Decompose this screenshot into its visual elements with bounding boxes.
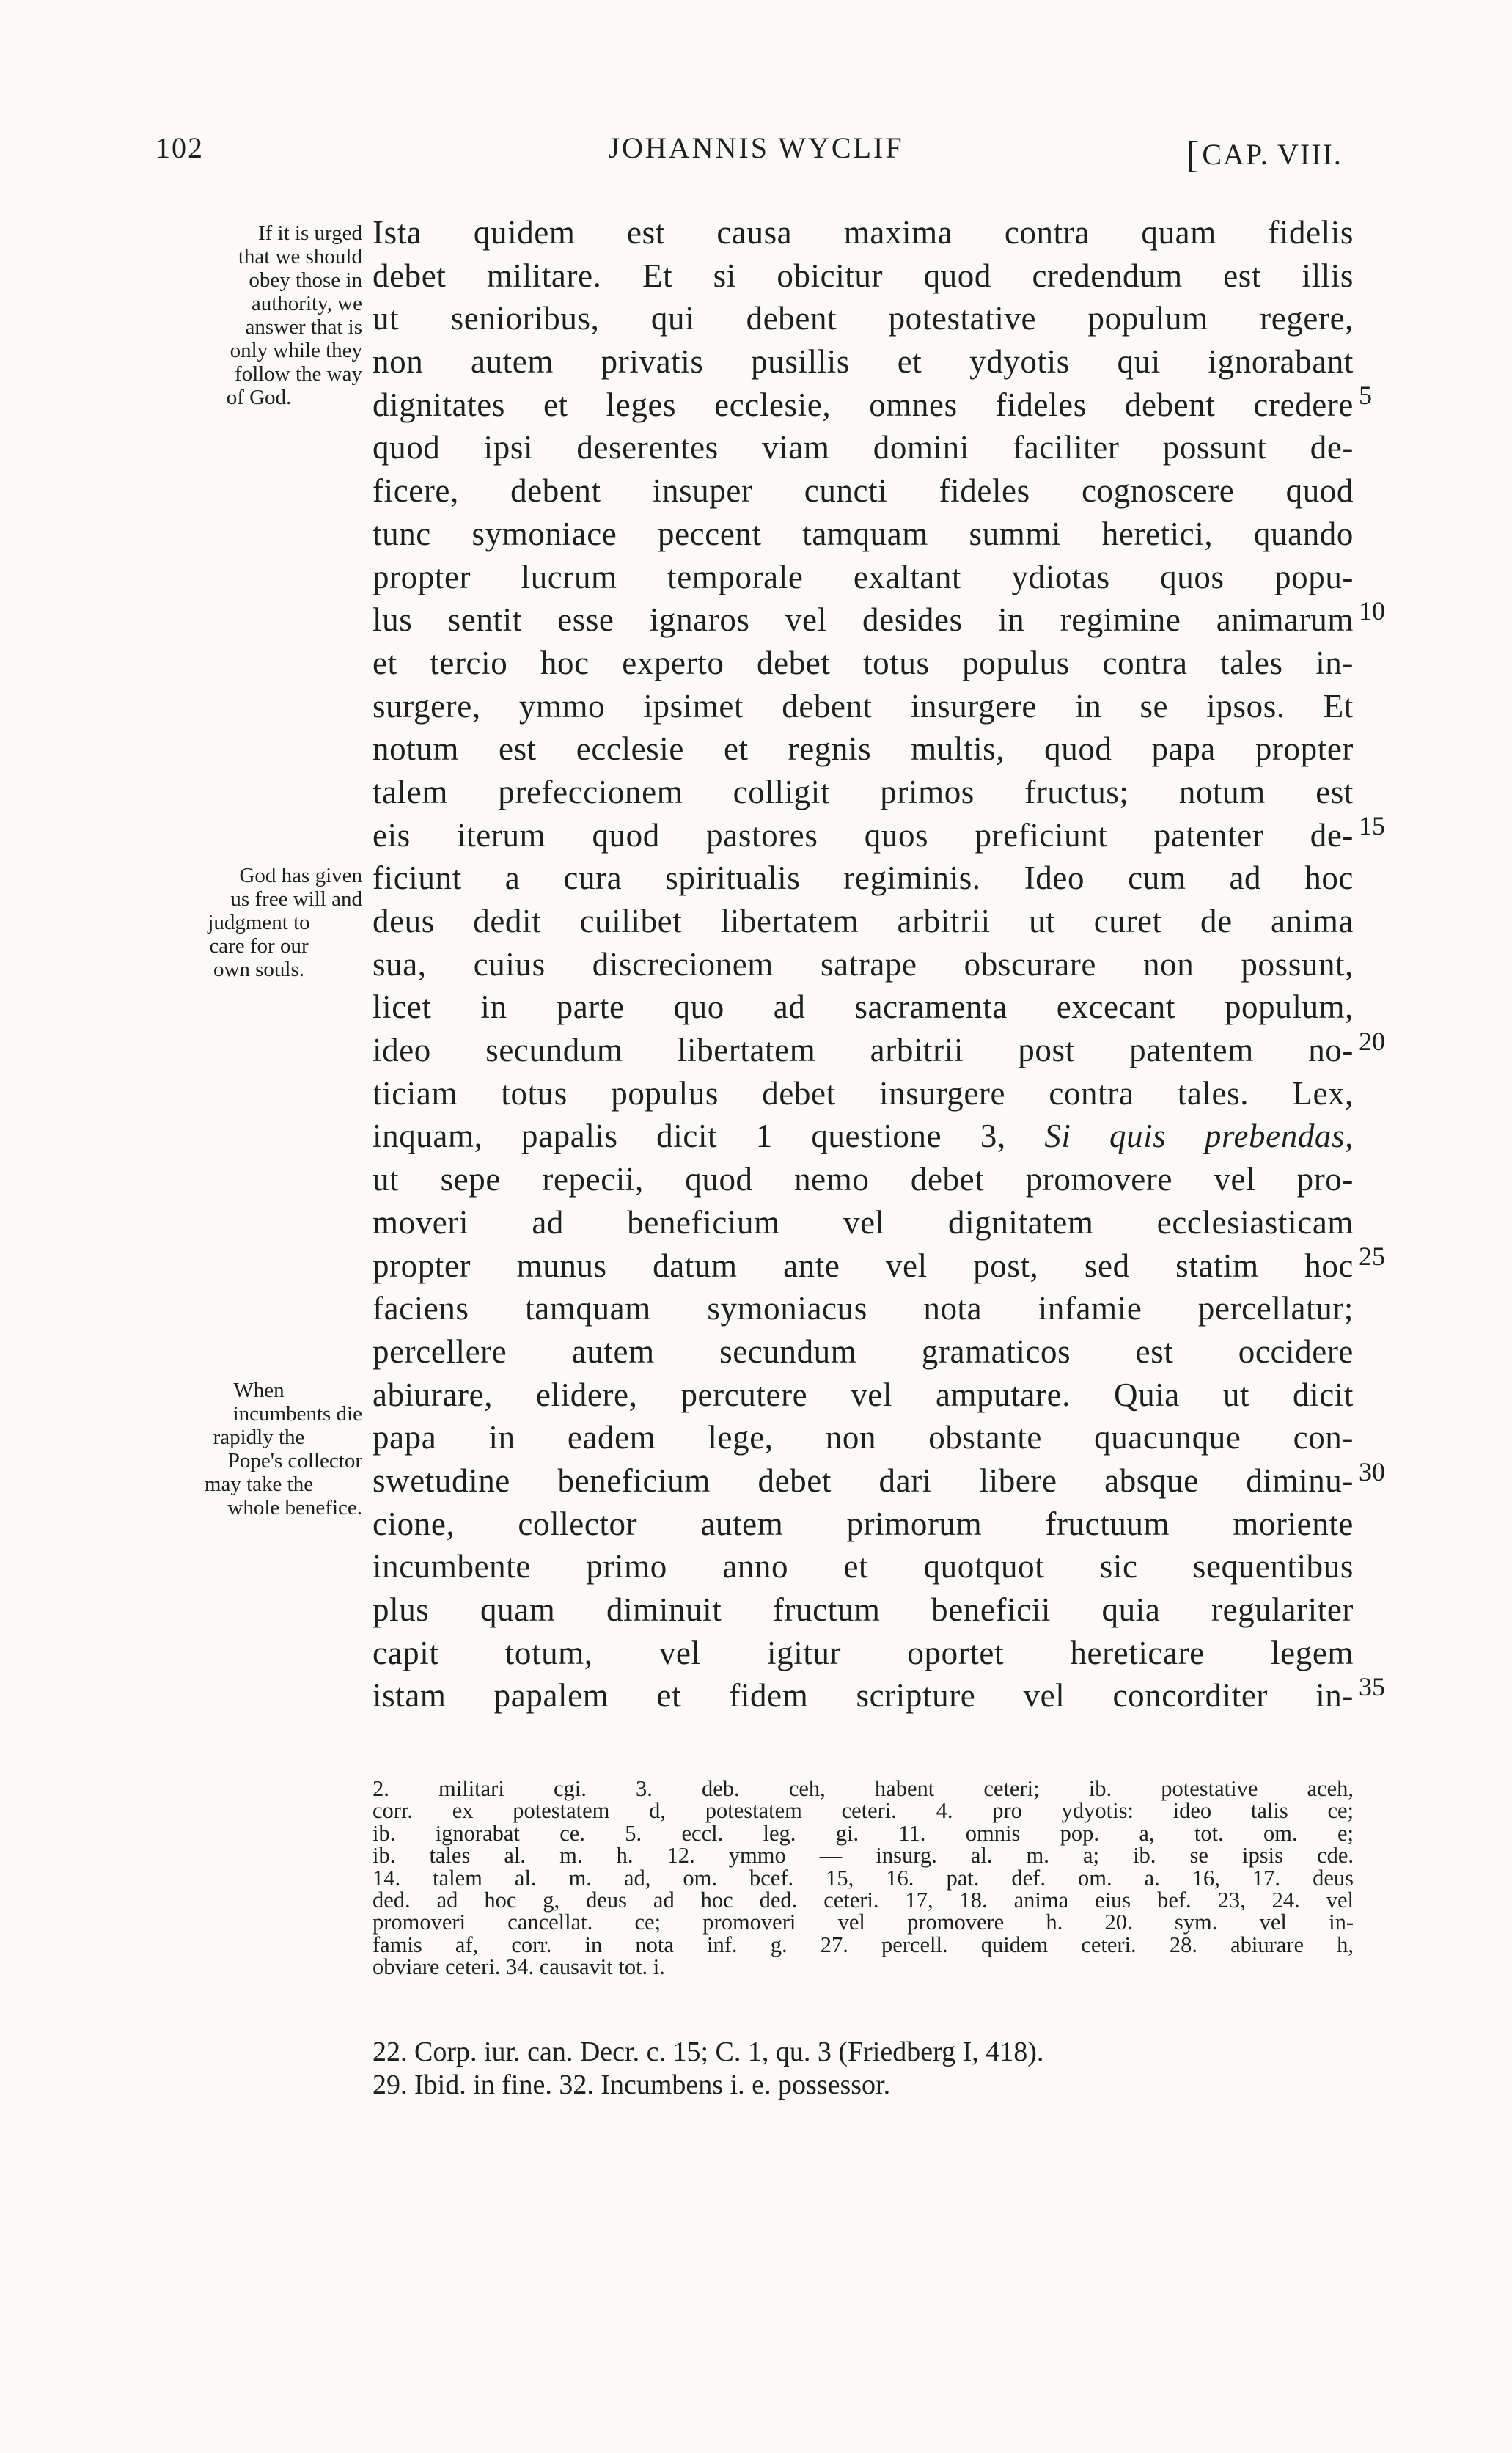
side-note-line: authority, we [251,292,362,315]
text-line: dignitates et leges ecclesie, omnes fideles debent credere [373,386,1354,423]
text-line: debet militare. Et si obicitur quod credendum est illis [373,257,1354,294]
side-note-line: Pope's collector [227,1449,362,1473]
line-number: 35 [1359,1672,1385,1701]
side-note-line: that we should [238,245,362,268]
apparatus-line: promoveri cancellat. ce; promoveri vel promovere h. 20. sym. vel in- [373,1910,1354,1935]
side-note-3 [155,1379,362,1519]
text-line: ideo secundum libertatem arbitrii post patentem no- [373,1032,1354,1069]
text-line: deus dedit cuilibet libertatem arbitrii ut curet de anima [373,903,1354,939]
text-line: ut sepe repecii, quod nemo debet promovere vel pro- [373,1161,1354,1198]
side-note-line: only while they [230,339,362,362]
line-number: 20 [1359,1027,1385,1056]
side-note-line: care for our [209,934,309,958]
apparatus-line: famis af, corr. in nota inf. g. 27. percell. quidem ceteri. 28. abiurare h, [373,1932,1354,1957]
text-line: Ista quidem est causa maxima contra quam fidelis [373,214,1354,251]
side-note-line: When [233,1379,285,1402]
text-line: ficere, debent insuper cuncti fideles cognoscere quod [373,472,1354,510]
text-line: capit totum, vel igitur oportet hereticare legem [373,1634,1354,1671]
text-line: plus quam diminuit fructum beneficii quia regulariter [373,1591,1354,1628]
text-line: tunc symoniace peccent tamquam summi heretici, quando [373,515,1354,552]
text-line: faciens tamquam symoniacus nota infamie percellatur; [373,1290,1354,1327]
side-note-line: If it is urged [257,221,362,245]
text-line: propter lucrum temporale exaltant ydiotas quos popu- [373,558,1354,595]
text-line: ficiunt a cura spiritualis regiminis. Ideo cum ad hoc [373,859,1354,897]
chapter-label: CAP. VIII. [1202,138,1343,171]
line-number: 25 [1359,1242,1385,1271]
side-note-line: follow the way [235,362,362,386]
text-line: surgere, ymmo ipsimet debent insurgere in se ipsos. Et [373,687,1354,725]
apparatus-line: 2. militari cgi. 3. deb. ceh, habent ceteri; ib. potestative aceh, [373,1776,1354,1801]
line-number: 15 [1359,811,1385,840]
text-line: lus sentit esse ignaros vel desides in regimine animarum [373,601,1354,639]
side-note-line: answer that is [245,315,362,339]
text-line [373,1115,1354,1158]
side-note-line: incumbents die [232,1402,362,1426]
text-line: notum est ecclesie et regnis multis, quod papa propter [373,730,1354,768]
text-line: abiurare, elidere, percutere vel amputare. Quia ut dicit [373,1376,1354,1413]
text-line: cione, collector autem primorum fructuum moriente [373,1505,1354,1542]
source-line: 29. Ibid. in fine. 32. Incumbens i. e. possessor. [373,2069,891,2100]
text-line: percellere autem secundum gramaticos est occidere [373,1332,1354,1370]
text-line-start: inquam, papalis dicit 1 questione 3, [373,1118,1006,1155]
text-line: sua, cuius discrecionem satrape obscurare non possunt, [373,945,1354,983]
side-note-line: judgment to [208,911,310,934]
text-line: ut senioribus, qui debent potestative populum regere, [373,300,1354,337]
text-line: ticiam totus populus debet insurgere contra tales. Lex, [373,1074,1354,1112]
apparatus-line: ded. ad hoc g, deus ad hoc ded. ceteri. 17, 18. anima eius bef. 23, 24. vel [373,1887,1354,1913]
text-line: swetudine beneficium debet dari libere absque diminu- [373,1462,1354,1499]
side-note-line: own souls. [213,958,305,981]
main-text [373,211,1354,1717]
text-line: incumbente primo anno et quotquot sic sequentibus [373,1548,1354,1585]
apparatus-line: ib. tales al. m. h. 12. ymmo — insurg. al. m. a; ib. se ipsis cde. [373,1843,1354,1869]
line-number: 30 [1359,1457,1385,1486]
text-line: papa in eadem lege, non obstante quacunque con- [373,1419,1354,1456]
apparatus-line: ib. ignorabat ce. 5. eccl. leg. gi. 11. omnis pop. a, tot. om. e; [373,1820,1354,1846]
apparatus-line: 14. talem al. m. ad, om. bcef. 15, 16. pat. def. om. a. 16, 17. deus [373,1865,1354,1891]
source-notes [373,2036,1354,2102]
side-note-line: whole benefice. [227,1496,362,1519]
text-line: licet in parte quo ad sacramenta excecant populum, [373,989,1354,1026]
line-number: 10 [1359,596,1385,626]
text-line: non autem privatis pusillis et ydyotis qui ignorabant [373,343,1354,381]
text-line: propter munus datum ante vel post, sed statim hoc [373,1247,1354,1284]
text-line: moveri ad beneficium vel dignitatem ecclesiasticam [373,1203,1354,1241]
apparatus-line: corr. ex potestatem d, potestatem ceteri. 4. pro ydyotis: ideo talis ce; [373,1798,1354,1824]
text-line: talem prefeccionem colligit primos fructus; notum est [373,773,1354,810]
chapter-bracket: [ [1186,134,1201,176]
side-note-1 [155,221,362,409]
apparatus-line: obviare ceteri. 34. causavit tot. i. [373,1954,665,1980]
critical-apparatus [373,1778,1354,1979]
side-note-line: rapidly the [213,1426,305,1449]
chapter-heading [1186,131,1343,174]
italic-citation: Si quis prebendas, [1044,1118,1354,1155]
side-note-line: may take the [204,1473,314,1496]
text-line: eis iterum quod pastores quos preficiunt patenter de- [373,816,1354,854]
side-note-line: God has given [239,864,362,887]
text-line: quod ipsi deserentes viam domini faciliter possunt de- [373,429,1354,466]
line-number: 5 [1359,381,1372,410]
side-note-line: of God. [226,386,292,409]
text-line: istam papalem et fidem scripture vel concorditer in- [373,1677,1354,1715]
page-number: 102 [155,131,204,164]
side-note-line: obey those in [249,268,362,292]
side-note-2 [155,864,362,981]
running-title: JOHANNIS WYCLIF [608,131,904,164]
source-line: 22. Corp. iur. can. Decr. c. 15; C. 1, qu. 3 (Friedberg I, 418). [373,2036,1044,2067]
text-line: et tercio hoc experto debet totus populus contra tales in- [373,644,1354,681]
side-note-line: us free will and [230,887,362,911]
